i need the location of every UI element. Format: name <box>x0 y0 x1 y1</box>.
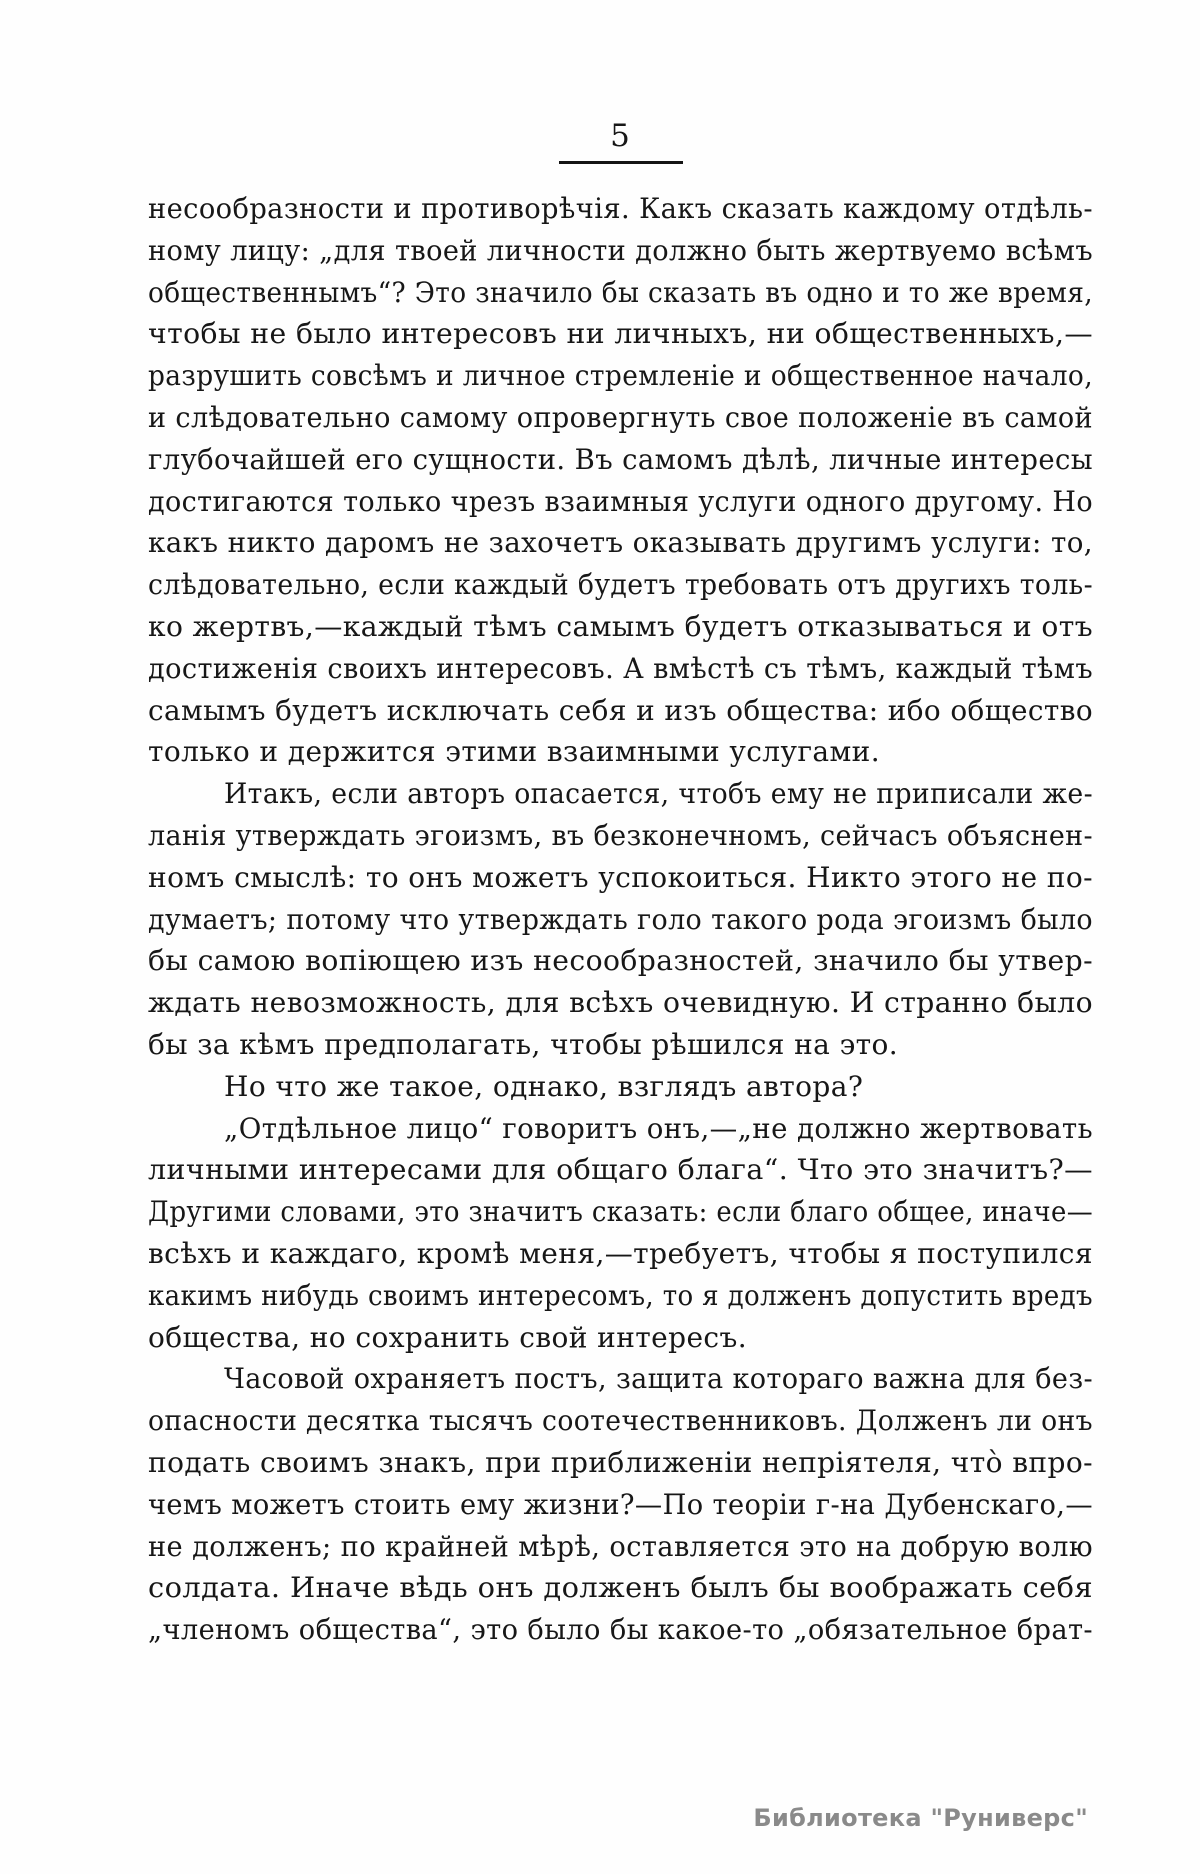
text-line: бы самою вопіющею изъ несообразностей, значило бы утвер- <box>148 944 1093 978</box>
text-line: достигаются только чрезъ взаимныя услуги одного другому. Но <box>148 484 1093 518</box>
text-line: Часовой охраняетъ постъ, защита котораго важна для без- <box>224 1362 1093 1396</box>
text-line: слѣдовательно, если каждый будетъ требовать отъ другихъ толь- <box>148 568 1093 602</box>
page-header <box>148 118 1093 164</box>
text-line: несообразности и противорѣчія. Какъ сказать каждому отдѣль- <box>148 192 1093 225</box>
text-line: „Отдѣльное лицо“ говоритъ онъ,—„не должно жертвовать <box>224 1111 1093 1145</box>
text-line: ко жертвъ,—каждый тѣмъ самымъ будетъ отказываться и отъ <box>148 609 1093 643</box>
text-line: чтобы не было интересовъ ни личныхъ, ни общественныхъ,— <box>148 317 1093 351</box>
text-line: чемъ можетъ стоить ему жизни?—По теоріи г-на Дубенскаго,— <box>148 1487 1093 1521</box>
text-line: не долженъ; по крайней мѣрѣ, оставляется это на добрую волю <box>148 1529 1093 1563</box>
paragraph <box>148 773 1093 1066</box>
text-line: ждать невозможность, для всѣхъ очевидную. И странно было <box>148 986 1093 1020</box>
text-line: ному лицу: „для твоей личности должно быть жертвуемо всѣмъ <box>148 233 1093 267</box>
text-line: самымъ будетъ исключать себя и изъ общества: ибо общество <box>148 693 1093 727</box>
text-line: номъ смыслѣ: то онъ можетъ успокоиться. Никто этого не по- <box>148 860 1093 894</box>
text-line: бы за кѣмъ предполагать, чтобы рѣшился на это. <box>148 1027 899 1061</box>
text-line: какъ никто даромъ не захочетъ оказывать другимъ услуги: то, <box>148 526 1093 560</box>
text-line: и слѣдовательно самому опровергнуть свое положеніе въ самой <box>148 400 1093 434</box>
text-line: достиженія своихъ интересовъ. А вмѣстѣ съ тѣмъ, каждый тѣмъ <box>148 651 1093 685</box>
text-line: общества, но сохранить свой интересъ. <box>148 1320 748 1354</box>
paragraph <box>148 188 1093 773</box>
text-line: Но что же такое, однако, взглядъ автора? <box>224 1069 864 1103</box>
text-line: разрушить совсѣмъ и личное стремленіе и общественное начало, <box>148 359 1093 393</box>
paragraph <box>148 1108 1093 1359</box>
text-line: „членомъ общества“, это было бы какое-то „обязательное брат- <box>148 1613 1093 1647</box>
text-line: думаетъ; потому что утверждать голо такого рода эгоизмъ было <box>148 902 1093 936</box>
paragraph <box>148 1358 1093 1651</box>
text-line: какимъ нибудь своимъ интересомъ, то я долженъ допустить вредъ <box>148 1278 1093 1312</box>
watermark-runivers: Библиотека "Руниверс" <box>753 1804 1088 1832</box>
text-line: общественнымъ“? Это значило бы сказать въ одно и то же время, <box>148 275 1093 309</box>
text-line: всѣхъ и каждаго, кромѣ меня,—требуетъ, чтобы я поступился <box>148 1236 1093 1270</box>
text-line: личными интересами для общаго блага“. Что это значитъ?— <box>148 1153 1093 1187</box>
text-line: Другими словами, это значитъ сказать: если благо общее, иначе— <box>148 1195 1093 1229</box>
text-line: подать своимъ знакъ, при приближеніи непріятеля, что̀ впро- <box>148 1445 1093 1479</box>
text-line: солдата. Иначе вѣдь онъ долженъ былъ бы воображать себя <box>148 1571 1093 1605</box>
text-line: Итакъ, если авторъ опасается, чтобъ ему не приписали же- <box>224 777 1093 811</box>
page-number-rule <box>559 161 683 164</box>
paragraph <box>148 1066 1093 1108</box>
text-line: только и держится этими взаимными услугами. <box>148 735 881 769</box>
text-line: опасности десятка тысячъ соотечественниковъ. Долженъ ли онъ <box>148 1404 1093 1438</box>
text-line: ланія утверждать эгоизмъ, въ безконечномъ, сейчасъ объяснен- <box>148 818 1093 852</box>
body-text <box>148 188 1093 1651</box>
text-line: глубочайшей его сущности. Въ самомъ дѣлѣ, личные интересы <box>148 442 1093 476</box>
page-number: 5 <box>610 118 631 154</box>
